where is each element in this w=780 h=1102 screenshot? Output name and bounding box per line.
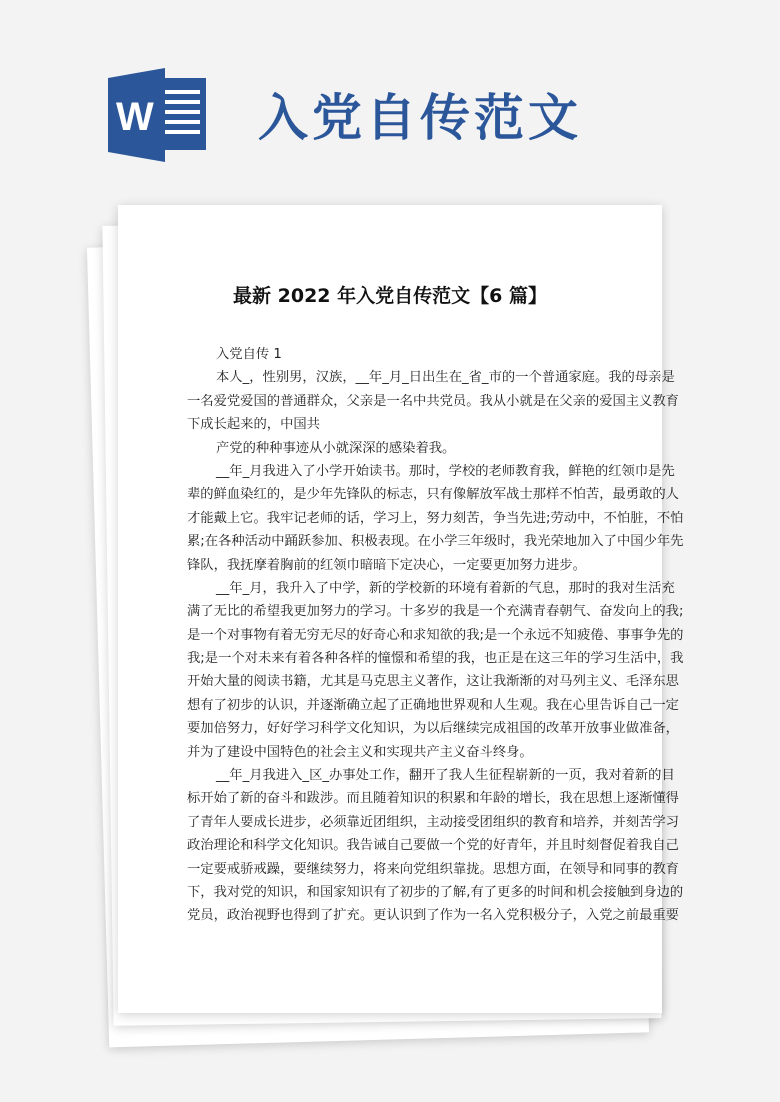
text-line: 标开始了新的奋斗和跋涉。而且随着知识的积累和年龄的增长，我在思想上逐渐懂得 <box>187 791 679 807</box>
text-line: 我;是一个对未来有着各种各样的憧憬和希望的我，也正是在这三年的学习生活中，我 <box>187 651 684 667</box>
document-title: 最新 2022 年入党自传范文【6 篇】 <box>233 285 547 307</box>
text-line: 本人_，性别男，汉族，__年_月_日出生在_省_市的一个普通家庭。我的母亲是 <box>216 370 675 386</box>
word-logo-icon <box>108 68 208 162</box>
text-line: __年_月我进入_区_办事处工作，翻开了我人生征程崭新的一页，我对着新的目 <box>216 768 675 784</box>
text-line: 累;在各种活动中踊跃参加、积极表现。在小学三年级时，我光荣地加入了中国少年先 <box>187 534 684 550</box>
text-line: 入党自传 1 <box>216 347 282 362</box>
text-line: 党员，政治视野也得到了扩充。更认识到了作为一名入党积极分子，入党之前最重要 <box>187 908 679 924</box>
text-line: __年_月我进入了小学开始读书。那时，学校的老师教育我，鲜艳的红领巾是先 <box>216 463 675 479</box>
text-line: 一定要戒骄戒躁，要继续努力，将来向党组织靠拢。思想方面，在领导和同事的教育 <box>187 861 679 877</box>
text-line: 并为了建设中国特色的社会主义和实现共产主义奋斗终身。 <box>187 744 533 760</box>
text-line: 想有了初步的认识，并逐渐确立起了正确地世界观和人生观。我在心里告诉自己一定 <box>187 697 679 713</box>
text-line: 政治理论和科学文化知识。我告诫自己要做一个党的好青年，并且时刻督促着我自己 <box>187 838 679 854</box>
text-line: 是一个对事物有着无穷无尽的好奇心和求知欲的我;是一个永远不知疲倦、事事争先的 <box>187 627 684 643</box>
text-line: 了青年人要成长进步，必须靠近团组织，主动接受团组织的教育和培养，并刻苦学习 <box>187 814 679 830</box>
text-line: 下，我对党的知识，和国家知识有了初步的了解,有了更多的时间和机会接触到身边的 <box>187 884 684 900</box>
text-line: __年_月，我升入了中学，新的学校新的环境有着新的气息，那时的我对生活充 <box>216 580 675 596</box>
document-page <box>118 205 684 1013</box>
text-line: 一名爱党爱国的普通群众，父亲是一名中共党员。我从小就是在父亲的爱国主义教育 <box>187 393 679 409</box>
text-line: 产党的种种事迹从小就深深的感染着我。 <box>216 440 456 456</box>
text-line: 锋队，我抚摩着胸前的红领巾暗暗下定决心，一定要更加努力进步。 <box>187 557 586 573</box>
text-line: 满了无比的希望我更加努力的学习。十多岁的我是一个充满青春朝气、奋发向上的我; <box>187 604 684 620</box>
text-line: 下成长起来的，中国共 <box>187 417 320 433</box>
text-line: 开始大量的阅读书籍，尤其是马克思主义著作，这让我渐渐的对马列主义、毛泽东思 <box>187 674 679 690</box>
text-line: 辈的鲜血染红的，是少年先锋队的标志，只有像解放军战士那样不怕苦，最勇敢的人 <box>187 487 679 503</box>
text-line: 要加倍努力，好好学习科学文化知识，为以后继续完成祖国的改革开放事业做准备， <box>187 721 679 737</box>
text-line: 才能戴上它。我牢记老师的话，学习上，努力刻苦，争当先进;劳动中，不怕脏，不怕 <box>187 510 684 526</box>
banner-title: 入党自传范文 <box>258 89 582 147</box>
svg-text:W: W <box>116 95 154 139</box>
document-body <box>187 343 684 928</box>
